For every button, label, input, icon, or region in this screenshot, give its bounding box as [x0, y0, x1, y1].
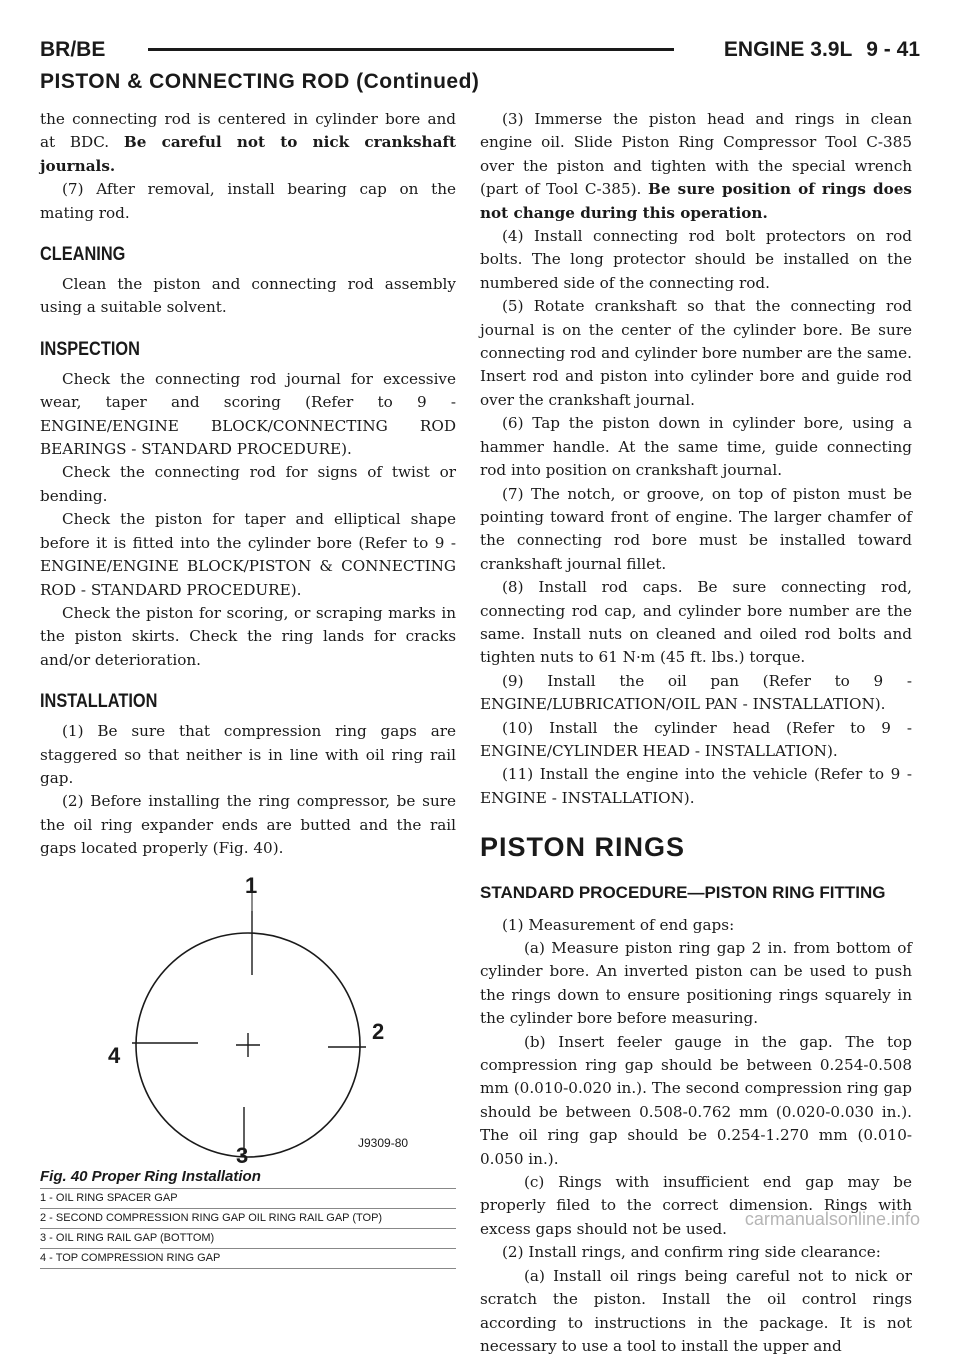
svg-text:3: 3 [236, 1142, 249, 1165]
header-rule [148, 48, 674, 51]
figure-legend [40, 1188, 456, 1269]
cleaning-heading: CLEANING [40, 244, 126, 266]
paragraph [40, 108, 456, 178]
paragraph: Check the connecting rod for signs of twist or bending. [40, 463, 456, 505]
svg-text:1: 1 [245, 874, 258, 898]
model-code: BR/BE [40, 38, 106, 61]
figure-code: J9309-80 [358, 1135, 409, 1150]
legend-item: 3 - OIL RING RAIL GAP (BOTTOM) [40, 1228, 456, 1248]
paragraph: (1) Measurement of end gaps: [502, 915, 735, 934]
paragraph: (8) Install rod caps. Be sure connecting rod, connecting rod cap, and cylinder bore number are the same. Install nuts on cleaned and oiled rod bolts and tighten nuts to 61 N·m (45 ft. lbs.) torque. [480, 578, 912, 667]
callout-1 [245, 875, 257, 911]
inspection-heading: INSPECTION [40, 338, 140, 360]
paragraph: (2) Install rings, and confirm ring side clearance: [502, 1243, 881, 1262]
page-header [40, 36, 920, 64]
callout-2 [372, 1019, 384, 1044]
paragraph [480, 108, 912, 225]
callout-4 [108, 1043, 121, 1068]
text: (3) Immerse the piston head and rings in clean engine oil. Slide Piston Ring Compressor Tool C-385 over the piston and tighten with the special wrench (part of Tool C-385). [480, 110, 912, 199]
paragraph: Check the piston for scoring, or scraping marks in the piston skirts. Check the ring lands for cracks and/or deterioration. [40, 603, 456, 669]
paragraph: (a) Install oil rings being careful not to nick or scratch the piston. Install the oil control rings according to instructions in the package. It is not necessary to use a tool to install the upper and [480, 1266, 912, 1355]
callout-3 [236, 1143, 248, 1165]
caution-text: Be careful not to nick crankshaft journals. [40, 133, 456, 175]
legend-item: 2 - SECOND COMPRESSION RING GAP OIL RING RAIL GAP (TOP) [40, 1208, 456, 1228]
standard-procedure-heading: STANDARD PROCEDURE—PISTON RING FITTING [480, 882, 886, 902]
paragraph: (7) The notch, or groove, on top of piston must be pointing toward front of engine. The larger chamfer of the connecting rod bore must be installed toward crankshaft journal fillet. [480, 484, 912, 573]
ring-diagram [40, 875, 456, 1165]
paragraph: (c) Rings with insufficient end gap may be properly filed to the correct dimension. Rings with excess gaps should not be used. [480, 1173, 912, 1238]
piston-rings-heading: PISTON RINGS [480, 832, 686, 863]
paragraph: (b) Insert feeler gauge in the gap. The top compression ring gap should be between 0.254-0.508 mm (0.010-0.020 in.). The second compression ring gap should be between 0.508-0.762 mm (0.020-0.030 in.). The oil ring gap should be 0.254-1.270 mm (0.010-0.050 in.). [480, 1032, 912, 1168]
paragraph: (10) Install the cylinder head (Refer to 9 - ENGINE/CYLINDER HEAD - INSTALLATION). [480, 718, 912, 760]
svg-text:2: 2 [372, 1018, 385, 1044]
legend-item: 4 - TOP COMPRESSION RING GAP [40, 1248, 456, 1269]
engine-title: ENGINE 3.9L [723, 38, 853, 61]
text: the connecting rod is centered in cylinder bore and at BDC. [40, 110, 456, 152]
header-right [724, 38, 920, 62]
section-title: PISTON & CONNECTING ROD (Continued) [40, 70, 480, 93]
ring-gap-figure [40, 875, 456, 1165]
right-column [480, 108, 912, 1358]
paragraph: Check the connecting rod journal for excessive wear, taper and scoring (Refer to 9 - ENGINE/ENGINE BLOCK/CONNECTING ROD BEARINGS - STANDARD PROCEDURE). [40, 369, 456, 459]
installation-heading: INSTALLATION [40, 691, 158, 713]
paragraph: (6) Tap the piston down in cylinder bore, using a hammer handle. At the same time, guide connecting rod into position on crankshaft journal. [480, 414, 912, 480]
caution-text: Be sure position of rings does not change during this operation. [480, 180, 912, 222]
legend-item: 1 - OIL RING SPACER GAP [40, 1188, 456, 1208]
paragraph: (4) Install connecting rod bolt protectors on rod bolts. The long protector should be installed on the numbered side of the connecting rod. [480, 227, 912, 292]
paragraph: Clean the piston and connecting rod assembly using a suitable solvent. [40, 275, 456, 317]
watermark: carmanualsonline.info [744, 1209, 920, 1229]
paragraph: (7) After removal, install bearing cap on the mating rod. [40, 180, 456, 222]
paragraph: (2) Before installing the ring compressor, be sure the oil ring expander ends are butted and the rail gaps located properly (Fig. 40). [40, 792, 456, 858]
paragraph: (9) Install the oil pan (Refer to 9 - ENGINE/LUBRICATION/OIL PAN - INSTALLATION). [480, 671, 912, 714]
page-number: 9 - 41 [866, 38, 920, 61]
paragraph: Check the piston for taper and elliptical shape before it is fitted into the cylinder bore (Refer to 9 - ENGINE/ENGINE BLOCK/PISTON & CONNECTING ROD - STANDARD PROCEDURE). [40, 510, 456, 599]
paragraph: (5) Rotate crankshaft so that the connecting rod journal is on the center of the cylinder bore. Be sure connecting rod and cylinder bore number are the same. Insert rod and piston into cylinder bore and guide rod over the crankshaft journal. [480, 297, 912, 409]
paragraph: (11) Install the engine into the vehicle (Refer to 9 - ENGINE - INSTALLATION). [480, 765, 912, 807]
paragraph: (1) Be sure that compression ring gaps are staggered so that neither is in line with oil ring rail gap. [40, 722, 456, 787]
svg-text:4: 4 [108, 1042, 121, 1068]
figure-caption: Fig. 40 Proper Ring Installation [40, 1167, 261, 1185]
paragraph: (a) Measure piston ring gap 2 in. from bottom of cylinder bore. An inverted piston can be used to push the rings down to ensure positioning rings squarely in the cylinder bore before measuring. [480, 939, 912, 1028]
left-column [40, 108, 456, 1269]
